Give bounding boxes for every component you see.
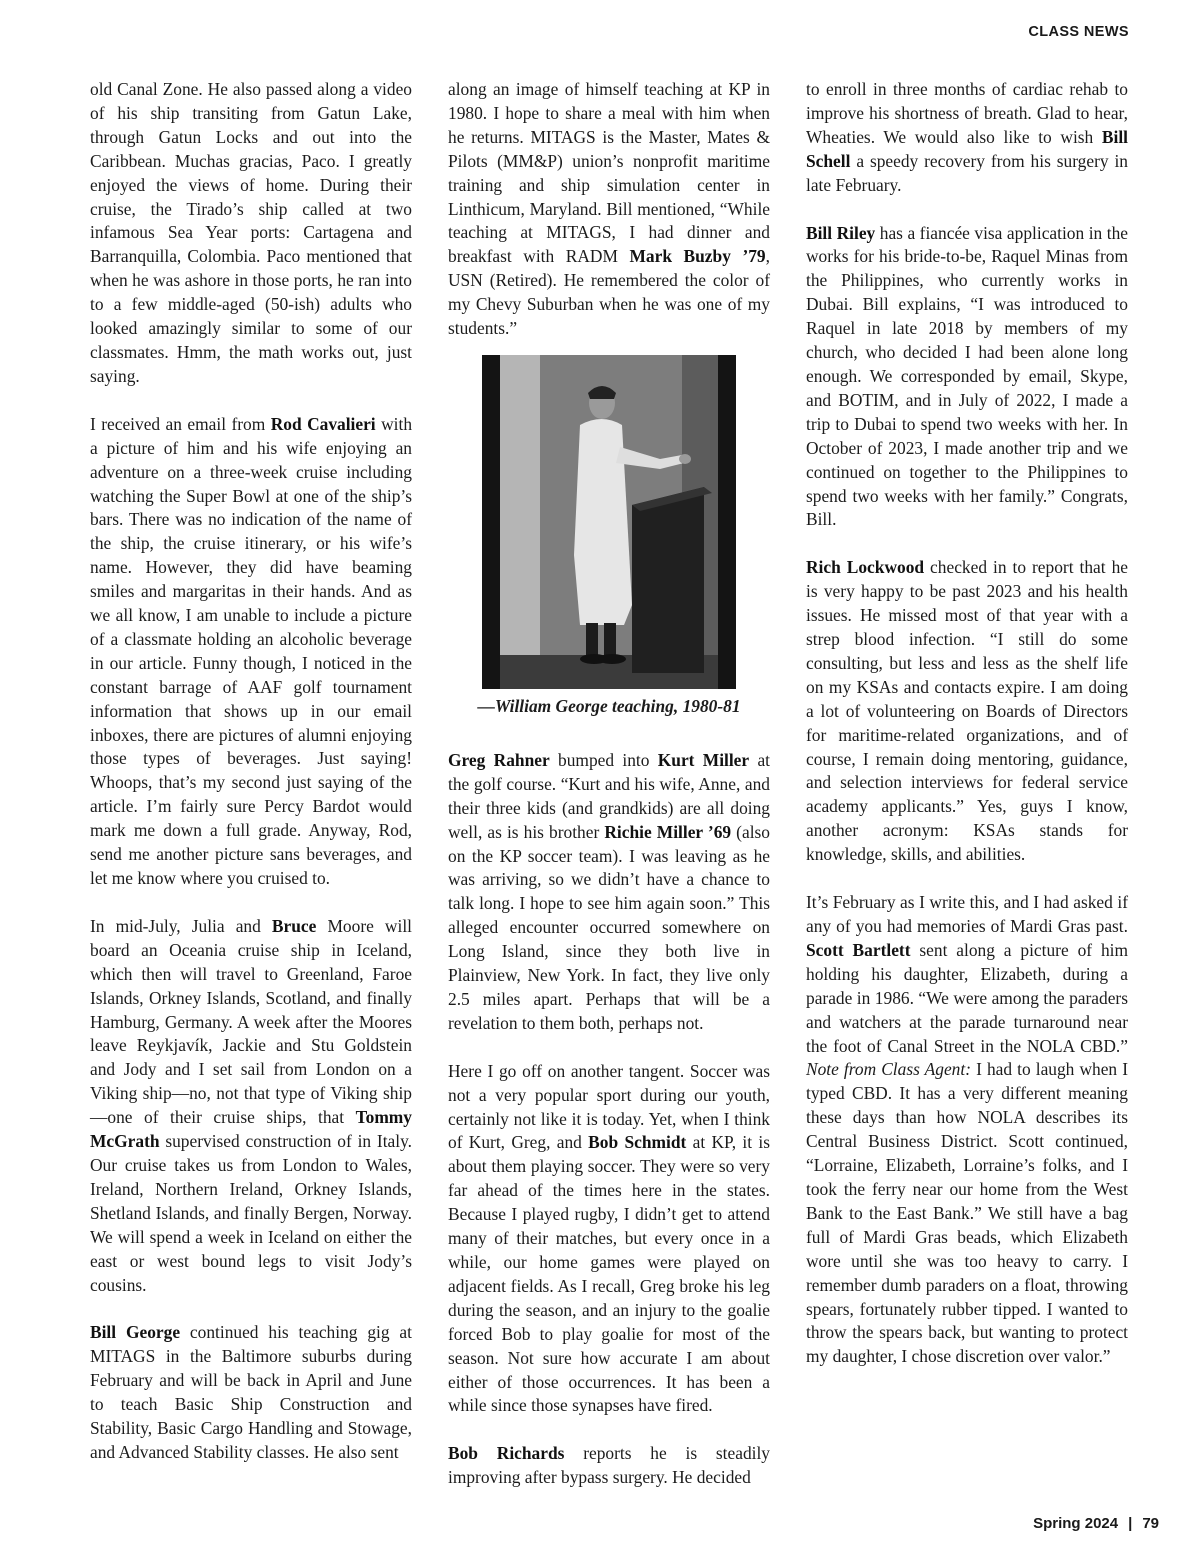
paragraph: [90, 413, 412, 891]
paragraph-text: checked in to report that he is very happy to be past 2023 and his health issues. He missed most of that year with a strep blood infection. “I still do some consulting, but less and less as the shelf life on my KSAs and contacts expire. I am doing a lot of volunteering on Boards of Directors for maritime-related organizations, and of course, I remain doing mentoring, guidance, and selection interviews for federal service academy applicants.” Yes, guys I know, another acronym: KSAs stands for knowledge, skills, and abilities.: [806, 557, 1128, 865]
paragraph-text: to enroll in three months of cardiac rehab to improve his shortness of breath. Glad to hear, Wheaties. We would also like to wish: [806, 79, 1128, 147]
issue-label: Spring 2024: [1033, 1515, 1119, 1532]
section-header: CLASS NEWS: [1028, 24, 1129, 40]
paragraph: [90, 1321, 412, 1464]
paragraph-text: a speedy recovery from his surgery in late February.: [806, 150, 1128, 195]
classmate-name: Bob Schmidt: [588, 1132, 687, 1153]
paragraph: [90, 915, 412, 1298]
classmate-name: Tommy McGrath: [90, 1107, 412, 1152]
page-number: 79: [1142, 1515, 1159, 1532]
classmate-name: Greg Rahner: [448, 749, 550, 770]
paragraph-text: at KP, it is about them playing soccer. They were so very far ahead of the times here in the states. Because I played rugby, I didn’t get to attend many of their matches, but every once in a while, our home games were played on adjacent fields. As I recall, Greg broke his leg during the season, and an injury to the goalie forced Bob to play goalie for most of the season. Not sure how accurate I am about either of those occurrences. It has been a while since those synapses have fired.: [448, 1132, 770, 1416]
classmate-name: Mark Buzby ’79: [629, 246, 766, 267]
paragraph-text: sent along a picture of him holding his daughter, Elizabeth, during a parade in 1986. “We were among the paraders and watchers at the parade turnaround near the foot of Canal Street in the NOLA CBD.”: [806, 939, 1128, 1056]
paragraph-text: In mid-July, Julia and: [90, 915, 272, 936]
paragraph-text: , USN (Retired). He remembered the color of my Chevy Suburban when he was one of my students.”: [448, 246, 770, 339]
paragraph: [806, 222, 1128, 533]
classmate-name: Scott Bartlett: [806, 939, 911, 960]
paragraph-text: old Canal Zone. He also passed along a video of his ship transiting from Gatun Lake, through Gatun Locks and out into the Caribbean. Muchas gracias, Paco. I greatly enjoyed the views of home. During their cruise, the Tirado’s ship called at two infamous Sea Year ports: Cartagena and Barranquilla, Colombia. Paco mentioned that when he was ashore in those ports, he ran into to a few middle-aged (50-ish) adults who looked amazingly similar to some of our classmates. Hmm, the math works out, just saying.: [90, 79, 412, 386]
classmate-name: Rod Cavalieri: [270, 413, 376, 434]
paragraph-text: reports he is steadily improving after bypass surgery. He decided: [448, 1443, 770, 1488]
article-column-1: [90, 78, 412, 1489]
paragraph-text: I had to laugh when I typed CBD. It has a very different meaning these days than how NOLA describes its Central Business District. Scott continued, “Lorraine, Elizabeth, Lorraine’s folks, and I took the ferry near our home from the West Bank to the East Bank.” We still have a bag full of Mardi Gras beads, which Elizabeth wore until she was too heavy to carry. I remember dumb paraders on a float, throwing spears, fortunately rubber tipped. I wanted to throw the spears back, but wanting to protect my daughter, I chose discretion over valor.”: [806, 1059, 1128, 1367]
classmate-name: Bill George: [90, 1322, 181, 1343]
paragraph: [448, 1060, 770, 1419]
classmate-name: Rich Lockwood: [806, 557, 925, 578]
paragraph-text: (also on the KP soccer team). I was leaving as he was arriving, so we didn’t have a chance to talk long. I hope to see him again soon.” This alleged encounter occurred somewhere on Long Island, since they both live in Plainview, New York. In fact, they live only 2.5 miles apart. Perhaps that will be a revelation to them both, perhaps not.: [448, 821, 770, 1033]
photo-graphic: [482, 355, 736, 689]
paragraph: [448, 749, 770, 1036]
paragraph-text: continued his teaching gig at MITAGS in the Baltimore suburbs during February and will be back in April and June to teach Basic Ship Construction and Stability, Basic Cargo Handling and Stowage, and Advanced Stability classes. He also sent: [90, 1322, 412, 1462]
editor-note-label: Note from Class Agent:: [806, 1059, 971, 1080]
classmate-name: Kurt Miller: [657, 749, 750, 770]
paragraph-text: Moore will board an Oceania cruise ship in Iceland, which then will travel to Greenland, Faroe Islands, Orkney Islands, Scotland, and finally Hamburg, Germany. A week after the Moores leave Reykjavík, Jackie and Stu Goldstein and Jody and I set sail from London on a Viking ship—no, not that type of Viking ship—one of their cruise ships, that: [90, 915, 412, 1128]
paragraph-text: has a fiancée visa application in the works for his bride-to-be, Raquel Minas from the Philippines, who currently works in Dubai. Bill explains, “I was introduced to Raquel in late 2018 by members of my church, who decided I had been alone long enough. We corresponded by email, Skype, and BOTIM, and in July of 2022, I made a trip to Dubai to spend two weeks with her. In October of 2023, I made another trip and we continued on together to the Philippines to spend two weeks with her family.” Congrats, Bill.: [806, 222, 1128, 530]
paragraph-text: Here I go off on another tangent. Soccer was not a very popular sport during our youth, certainly not like it is today. Yet, when I think of Kurt, Greg, and: [448, 1060, 770, 1153]
article-column-2: [448, 78, 770, 1514]
page-footer: [1033, 1515, 1159, 1532]
footer-separator: |: [1128, 1515, 1133, 1532]
photo-caption: —William George teaching, 1980-81: [477, 695, 741, 716]
paragraph-text: along an image of himself teaching at KP in 1980. I hope to share a meal with him when he returns. MITAGS is the Master, Mates & Pilots (MM&P) union’s nonprofit maritime training and ship simulation center in Linthicum, Maryland. Bill mentioned, “While teaching at MITAGS, I had dinner and breakfast with RADM: [448, 79, 770, 267]
paragraph-text: bumped into: [549, 749, 658, 770]
paragraph-text: supervised construction of in Italy. Our cruise takes us from London to Wales, Ireland, Northern Ireland, Orkney Islands, Shetland Islands, and finally Bergen, Norway. We will spend a week in Iceland on either the east or west bound legs to visit Jody’s cousins.: [90, 1131, 412, 1295]
paragraph-text: at the golf course. “Kurt and his wife, Anne, and their three kids (and grandkids) are all doing well, as is his brother: [448, 749, 770, 842]
classmate-name: Bill Riley: [806, 222, 876, 243]
paragraph-text: It’s February as I write this, and I had asked if any of you had memories of Mardi Gras past.: [806, 892, 1128, 936]
teaching-photo: [482, 355, 736, 689]
paragraph: [806, 556, 1128, 867]
classmate-name: Bruce: [271, 915, 317, 936]
paragraph: [448, 78, 770, 341]
paragraph: [806, 78, 1128, 198]
classmate-name: Bill Schell: [806, 126, 1128, 171]
classmate-name: Bob Richards: [448, 1443, 565, 1464]
paragraph-text: I received an email from: [90, 413, 271, 434]
paragraph: [806, 891, 1128, 1369]
paragraph-text: with a picture of him and his wife enjoying an adventure on a three-week cruise including watching the Super Bowl at one of the ship’s bars. There was no indication of the name of the ship, the cruise itinerary, or his wife’s name. However, they did have beaming smiles and margaritas in their hands. And as we all know, I am unable to include a picture of a classmate holding an alcoholic beverage in our article. Funny though, I noticed in the constant barrage of AAF golf tournament information that shows up in our email inboxes, there are pictures of alumni enjoying those types of beverages. Just saying! Whoops, that’s my second just saying of the article. I’m fairly sure Percy Bardot would mark me down a full grade. Anyway, Rod, send me another picture sans beverages, and let me know where you cruised to.: [90, 413, 413, 888]
paragraph: [90, 78, 412, 389]
classmate-name: Richie Miller ’69: [604, 821, 732, 842]
article-column-3: [806, 78, 1128, 1393]
paragraph: [448, 1442, 770, 1490]
